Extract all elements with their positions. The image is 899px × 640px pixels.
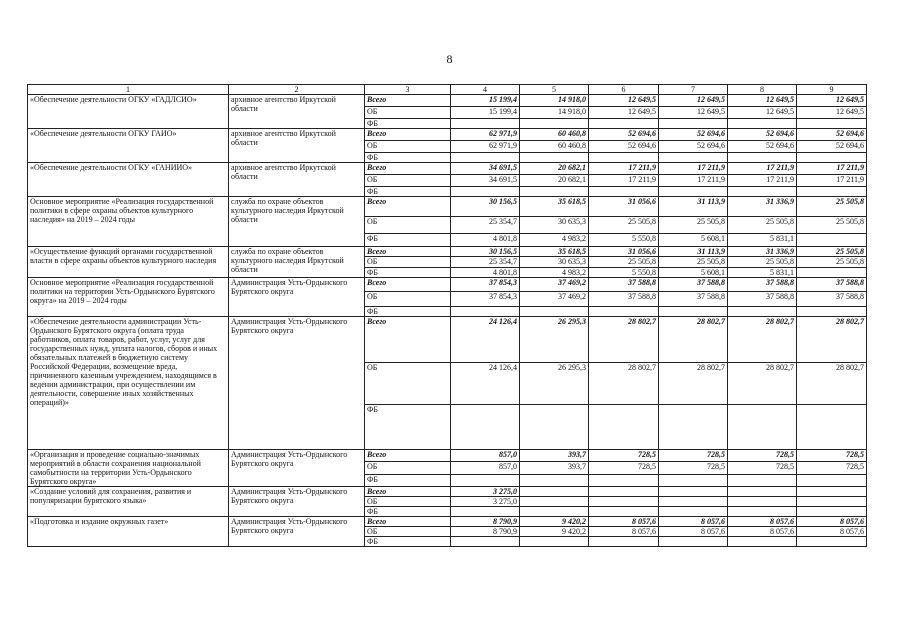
amount-cell: 37 588,8	[659, 292, 728, 307]
amount-cell: 52 694,6	[797, 141, 867, 153]
amount-cell: 30 156,5	[451, 247, 520, 257]
amount-cell	[451, 475, 520, 487]
amount-cell	[520, 475, 589, 487]
funding-source: ФБ	[365, 268, 451, 278]
amount-cell	[797, 119, 867, 129]
measure-name: «Обеспечение деятельности ОГКУ «ГАНИИО»	[28, 163, 229, 197]
amount-cell: 28 802,7	[728, 363, 797, 405]
column-header: 4	[451, 85, 520, 95]
amount-cell: 25 505,8	[797, 257, 867, 268]
measure-name: «Обеспечение деятельности администрации Усть-Ордынского Бурятского округа (оплата труда работников, оплата товаров, работ, услуг, услуг для государственных нужд, уплата налогов, сборов и иных обязательных платежей в бюджетную систему Российской Федерации, возмещение вреда, причиненного казенным учреждением, находящимся в ведении администрации, при осуществлении им деятельности, совершение иных хозяйственных операций)»	[28, 317, 229, 450]
amount-cell: 28 802,7	[589, 363, 659, 405]
amount-cell: 857,0	[451, 461, 520, 475]
amount-cell	[659, 187, 728, 197]
amount-cell: 4 983,2	[520, 234, 589, 247]
amount-cell	[589, 405, 659, 450]
amount-cell: 25 505,8	[797, 197, 867, 217]
amount-cell	[659, 405, 728, 450]
amount-cell: 4 801,8	[451, 268, 520, 278]
amount-cell: 28 802,7	[797, 317, 867, 363]
funding-source: ОБ	[365, 461, 451, 475]
measure-name: «Обеспечение деятельности ОГКУ ГАИО»	[28, 129, 229, 163]
funding-source: Всего	[365, 247, 451, 257]
measure-name: «Подготовка и издание окружных газет»	[28, 517, 229, 547]
amount-cell: 28 802,7	[659, 317, 728, 363]
measure-name: «Организация и проведение социально-значимых мероприятий в области сохранения национальной самобытности на территории Усть-Ордынского Бурятского округа»	[28, 450, 229, 487]
amount-cell: 37 854,3	[451, 278, 520, 292]
table-row	[28, 487, 867, 497]
amount-cell	[797, 268, 867, 278]
executor: служба по охране объектов культурного наследия Иркутской области	[229, 247, 365, 278]
amount-cell: 52 694,6	[728, 129, 797, 141]
amount-cell: 62 971,9	[451, 141, 520, 153]
amount-cell: 37 588,8	[797, 278, 867, 292]
column-header: 8	[728, 85, 797, 95]
amount-cell	[589, 119, 659, 129]
amount-cell: 60 460,8	[520, 129, 589, 141]
amount-cell	[451, 119, 520, 129]
funding-source: ОБ	[365, 217, 451, 234]
amount-cell: 30 635,3	[520, 217, 589, 234]
amount-cell: 5 831,1	[728, 234, 797, 247]
amount-cell	[520, 507, 589, 517]
amount-cell: 5 550,8	[589, 268, 659, 278]
amount-cell: 728,5	[659, 461, 728, 475]
amount-cell: 14 918,0	[520, 107, 589, 119]
amount-cell: 37 588,8	[728, 292, 797, 307]
measure-name: Основное мероприятие «Реализация государственной политики на территории Усть-Ордынского Бурятского округа» на 2019 – 2024 годы	[28, 278, 229, 317]
amount-cell: 25 505,8	[728, 217, 797, 234]
amount-cell: 20 682,1	[520, 163, 589, 175]
amount-cell: 26 295,3	[520, 363, 589, 405]
amount-cell	[797, 307, 867, 317]
column-header: 1	[28, 85, 229, 95]
amount-cell: 5 608,1	[659, 268, 728, 278]
amount-cell: 37 469,2	[520, 292, 589, 307]
amount-cell: 25 505,8	[589, 257, 659, 268]
budget-table	[27, 84, 867, 547]
amount-cell	[728, 537, 797, 547]
amount-cell: 31 113,9	[659, 197, 728, 217]
amount-cell: 17 211,9	[589, 163, 659, 175]
funding-source: ФБ	[365, 153, 451, 163]
amount-cell	[520, 405, 589, 450]
amount-cell: 25 505,8	[797, 247, 867, 257]
amount-cell: 728,5	[797, 450, 867, 462]
funding-source: ФБ	[365, 405, 451, 450]
funding-source: ФБ	[365, 507, 451, 517]
funding-source: ОБ	[365, 497, 451, 507]
funding-source: ФБ	[365, 187, 451, 197]
amount-cell	[589, 475, 659, 487]
executor: архивное агентство Иркутской области	[229, 95, 365, 129]
amount-cell: 35 618,5	[520, 197, 589, 217]
funding-source: ОБ	[365, 257, 451, 268]
measure-name: «Обеспечение деятельности ОГКУ «ГАДЛСИО»	[28, 95, 229, 129]
amount-cell: 37 588,8	[728, 278, 797, 292]
amount-cell	[797, 405, 867, 450]
amount-cell	[589, 497, 659, 507]
amount-cell: 52 694,6	[589, 141, 659, 153]
executor: Администрация Усть-Ордынского Бурятского округа	[229, 517, 365, 547]
amount-cell: 31 336,9	[728, 247, 797, 257]
amount-cell: 728,5	[589, 450, 659, 462]
amount-cell: 12 649,5	[659, 95, 728, 107]
amount-cell: 25 354,7	[451, 257, 520, 268]
amount-cell: 728,5	[797, 461, 867, 475]
amount-cell	[520, 187, 589, 197]
amount-cell: 9 420,2	[520, 517, 589, 527]
table-row	[28, 247, 867, 257]
amount-cell: 37 469,2	[520, 278, 589, 292]
amount-cell	[728, 187, 797, 197]
amount-cell	[659, 119, 728, 129]
amount-cell	[451, 187, 520, 197]
amount-cell: 8 057,6	[728, 517, 797, 527]
amount-cell	[728, 119, 797, 129]
amount-cell: 12 649,5	[728, 107, 797, 119]
amount-cell: 5 831,1	[728, 268, 797, 278]
amount-cell: 52 694,6	[659, 141, 728, 153]
amount-cell: 4 801,8	[451, 234, 520, 247]
amount-cell: 28 802,7	[659, 363, 728, 405]
amount-cell	[728, 497, 797, 507]
amount-cell: 35 618,5	[520, 247, 589, 257]
amount-cell	[728, 153, 797, 163]
amount-cell	[659, 507, 728, 517]
amount-cell	[797, 487, 867, 497]
amount-cell: 60 460,8	[520, 141, 589, 153]
funding-source: Всего	[365, 95, 451, 107]
amount-cell: 12 649,5	[728, 95, 797, 107]
amount-cell: 30 156,5	[451, 197, 520, 217]
amount-cell: 8 057,6	[659, 517, 728, 527]
amount-cell: 17 211,9	[659, 163, 728, 175]
amount-cell: 17 211,9	[589, 175, 659, 187]
amount-cell: 5 550,8	[589, 234, 659, 247]
amount-cell: 52 694,6	[589, 129, 659, 141]
amount-cell: 12 649,5	[797, 95, 867, 107]
measure-name: Основное мероприятие «Реализация государственной политики в сфере охраны объектов культурного наследия» на 2019 – 2024 годы	[28, 197, 229, 247]
amount-cell: 8 057,6	[659, 527, 728, 537]
funding-source: ФБ	[365, 475, 451, 487]
amount-cell: 8 790,9	[451, 517, 520, 527]
amount-cell: 15 199,4	[451, 107, 520, 119]
amount-cell	[520, 537, 589, 547]
amount-cell: 393,7	[520, 461, 589, 475]
amount-cell	[520, 153, 589, 163]
amount-cell	[797, 475, 867, 487]
executor: Администрация Усть-Ордынского Бурятского округа	[229, 317, 365, 450]
amount-cell: 25 354,7	[451, 217, 520, 234]
amount-cell	[589, 507, 659, 517]
funding-source: ФБ	[365, 537, 451, 547]
amount-cell: 25 505,8	[728, 257, 797, 268]
page-number: 8	[446, 52, 453, 66]
measure-name: «Осуществление функций органами государственной власти в сфере охраны объектов культурного наследия	[28, 247, 229, 278]
measure-name: «Создание условий для сохранения, развития и популяризации бурятского языка»	[28, 487, 229, 517]
amount-cell: 31 056,6	[589, 247, 659, 257]
amount-cell: 8 057,6	[797, 517, 867, 527]
table-row	[28, 129, 867, 141]
amount-cell: 28 802,7	[589, 317, 659, 363]
table-row	[28, 450, 867, 462]
amount-cell: 37 588,8	[797, 292, 867, 307]
table-row	[28, 278, 867, 292]
amount-cell: 28 802,7	[728, 317, 797, 363]
amount-cell: 8 790,9	[451, 527, 520, 537]
amount-cell: 34 691,5	[451, 175, 520, 187]
amount-cell: 4 983,2	[520, 268, 589, 278]
amount-cell	[520, 119, 589, 129]
funding-source: ОБ	[365, 141, 451, 153]
amount-cell	[589, 487, 659, 497]
amount-cell	[589, 187, 659, 197]
amount-cell	[797, 234, 867, 247]
amount-cell: 8 057,6	[728, 527, 797, 537]
amount-cell	[451, 405, 520, 450]
amount-cell: 31 113,9	[659, 247, 728, 257]
funding-source: Всего	[365, 450, 451, 462]
amount-cell: 25 505,8	[589, 217, 659, 234]
amount-cell: 12 649,5	[797, 107, 867, 119]
header-row	[28, 85, 867, 95]
amount-cell: 37 588,8	[589, 278, 659, 292]
amount-cell: 20 682,1	[520, 175, 589, 187]
amount-cell	[520, 497, 589, 507]
amount-cell	[659, 497, 728, 507]
amount-cell	[451, 153, 520, 163]
amount-cell: 37 588,8	[589, 292, 659, 307]
amount-cell: 62 971,9	[451, 129, 520, 141]
amount-cell	[797, 187, 867, 197]
amount-cell	[520, 307, 589, 317]
funding-source: Всего	[365, 129, 451, 141]
amount-cell	[589, 153, 659, 163]
funding-source: Всего	[365, 487, 451, 497]
table-row	[28, 317, 867, 363]
amount-cell: 5 608,1	[659, 234, 728, 247]
amount-cell: 30 635,3	[520, 257, 589, 268]
amount-cell: 52 694,6	[659, 129, 728, 141]
funding-source: Всего	[365, 163, 451, 175]
column-header: 5	[520, 85, 589, 95]
amount-cell: 17 211,9	[797, 163, 867, 175]
amount-cell: 17 211,9	[728, 175, 797, 187]
amount-cell: 728,5	[728, 461, 797, 475]
amount-cell	[728, 487, 797, 497]
amount-cell: 12 649,5	[589, 107, 659, 119]
amount-cell: 12 649,5	[589, 95, 659, 107]
amount-cell: 24 126,4	[451, 317, 520, 363]
amount-cell: 34 691,5	[451, 163, 520, 175]
amount-cell: 31 336,9	[728, 197, 797, 217]
funding-source: ФБ	[365, 307, 451, 317]
amount-cell: 28 802,7	[797, 363, 867, 405]
amount-cell: 728,5	[589, 461, 659, 475]
amount-cell	[451, 307, 520, 317]
amount-cell: 52 694,6	[728, 141, 797, 153]
funding-source: ФБ	[365, 234, 451, 247]
amount-cell: 25 505,8	[659, 217, 728, 234]
column-header: 2	[229, 85, 365, 95]
amount-cell: 393,7	[520, 450, 589, 462]
amount-cell	[659, 537, 728, 547]
amount-cell: 3 275,0	[451, 497, 520, 507]
amount-cell	[797, 153, 867, 163]
column-header: 7	[659, 85, 728, 95]
amount-cell	[589, 537, 659, 547]
executor: архивное агентство Иркутской области	[229, 129, 365, 163]
amount-cell	[451, 537, 520, 547]
amount-cell: 15 199,4	[451, 95, 520, 107]
executor: Администрация Усть-Ордынского Бурятского округа	[229, 450, 365, 487]
funding-source: Всего	[365, 317, 451, 363]
column-header: 9	[797, 85, 867, 95]
column-header: 3	[365, 85, 451, 95]
table-row	[28, 163, 867, 175]
executor: архивное агентство Иркутской области	[229, 163, 365, 197]
amount-cell	[659, 487, 728, 497]
amount-cell: 52 694,6	[797, 129, 867, 141]
executor: служба по охране объектов культурного наследия Иркутской области	[229, 197, 365, 247]
amount-cell	[797, 497, 867, 507]
executor: Администрация Усть-Ордынского Бурятского округа	[229, 487, 365, 517]
amount-cell: 37 854,3	[451, 292, 520, 307]
amount-cell	[728, 405, 797, 450]
amount-cell	[728, 307, 797, 317]
amount-cell	[797, 507, 867, 517]
amount-cell: 9 420,2	[520, 527, 589, 537]
funding-source: Всего	[365, 517, 451, 527]
table-row	[28, 517, 867, 527]
funding-source: Всего	[365, 278, 451, 292]
amount-cell: 25 505,8	[797, 217, 867, 234]
funding-source: ОБ	[365, 527, 451, 537]
amount-cell: 728,5	[728, 450, 797, 462]
amount-cell: 728,5	[659, 450, 728, 462]
amount-cell	[659, 153, 728, 163]
funding-source: ОБ	[365, 363, 451, 405]
amount-cell	[520, 487, 589, 497]
table-row	[28, 197, 867, 217]
funding-source: ФБ	[365, 119, 451, 129]
amount-cell: 8 057,6	[589, 527, 659, 537]
amount-cell: 17 211,9	[797, 175, 867, 187]
amount-cell: 31 056,6	[589, 197, 659, 217]
executor: Администрация Усть-Ордынского Бурятского округа	[229, 278, 365, 317]
amount-cell: 37 588,8	[659, 278, 728, 292]
amount-cell: 14 918,0	[520, 95, 589, 107]
amount-cell	[797, 537, 867, 547]
funding-source: ОБ	[365, 107, 451, 119]
amount-cell	[589, 307, 659, 317]
amount-cell: 857,0	[451, 450, 520, 462]
amount-cell	[728, 475, 797, 487]
amount-cell	[728, 507, 797, 517]
funding-source: Всего	[365, 197, 451, 217]
amount-cell: 17 211,9	[728, 163, 797, 175]
amount-cell: 26 295,3	[520, 317, 589, 363]
amount-cell: 25 505,8	[659, 257, 728, 268]
amount-cell	[659, 307, 728, 317]
amount-cell	[451, 507, 520, 517]
amount-cell: 8 057,6	[797, 527, 867, 537]
amount-cell: 12 649,5	[659, 107, 728, 119]
amount-cell	[659, 475, 728, 487]
amount-cell: 17 211,9	[659, 175, 728, 187]
amount-cell: 8 057,6	[589, 517, 659, 527]
funding-source: ОБ	[365, 175, 451, 187]
column-header: 6	[589, 85, 659, 95]
table-row	[28, 95, 867, 107]
amount-cell: 3 275,0	[451, 487, 520, 497]
funding-source: ОБ	[365, 292, 451, 307]
amount-cell: 24 126,4	[451, 363, 520, 405]
